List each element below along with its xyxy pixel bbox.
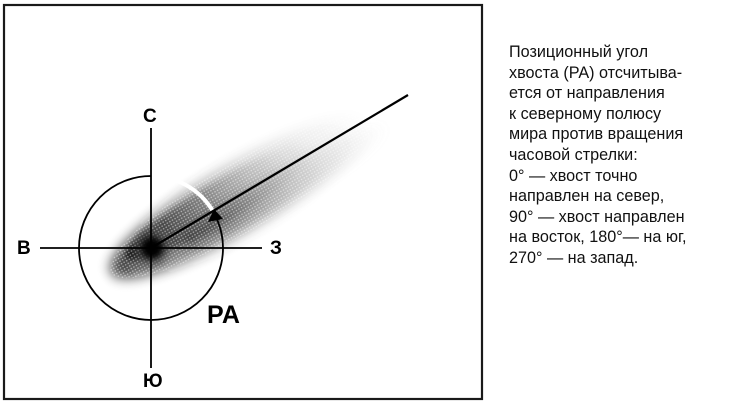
caption-line: 0° — хвост точно xyxy=(509,166,638,185)
caption-line: 270° — на запад. xyxy=(509,248,639,267)
south-label: Ю xyxy=(143,371,163,392)
east-label: В xyxy=(17,238,31,259)
caption-line: к северному полюсу xyxy=(509,104,662,123)
caption-text xyxy=(509,42,724,269)
caption-line: 90° — хвост направлен xyxy=(509,207,685,226)
west-label: З xyxy=(270,238,282,259)
tail-direction-line xyxy=(151,95,408,248)
pa-label: PA xyxy=(207,301,240,329)
comet-tail xyxy=(94,84,400,302)
caption-line: мира против вращения xyxy=(509,125,684,144)
caption-line: ется от направления xyxy=(509,84,665,103)
caption-line: Позиционный угол xyxy=(509,43,649,61)
north-label: С xyxy=(143,106,157,127)
caption-line: направлен на север, xyxy=(509,187,665,206)
caption-line: часовой стрелки: xyxy=(509,145,638,164)
caption-line: хвоста (PA) отсчитыва- xyxy=(509,63,683,82)
caption-line: на восток, 180°— на юг, xyxy=(509,228,687,247)
